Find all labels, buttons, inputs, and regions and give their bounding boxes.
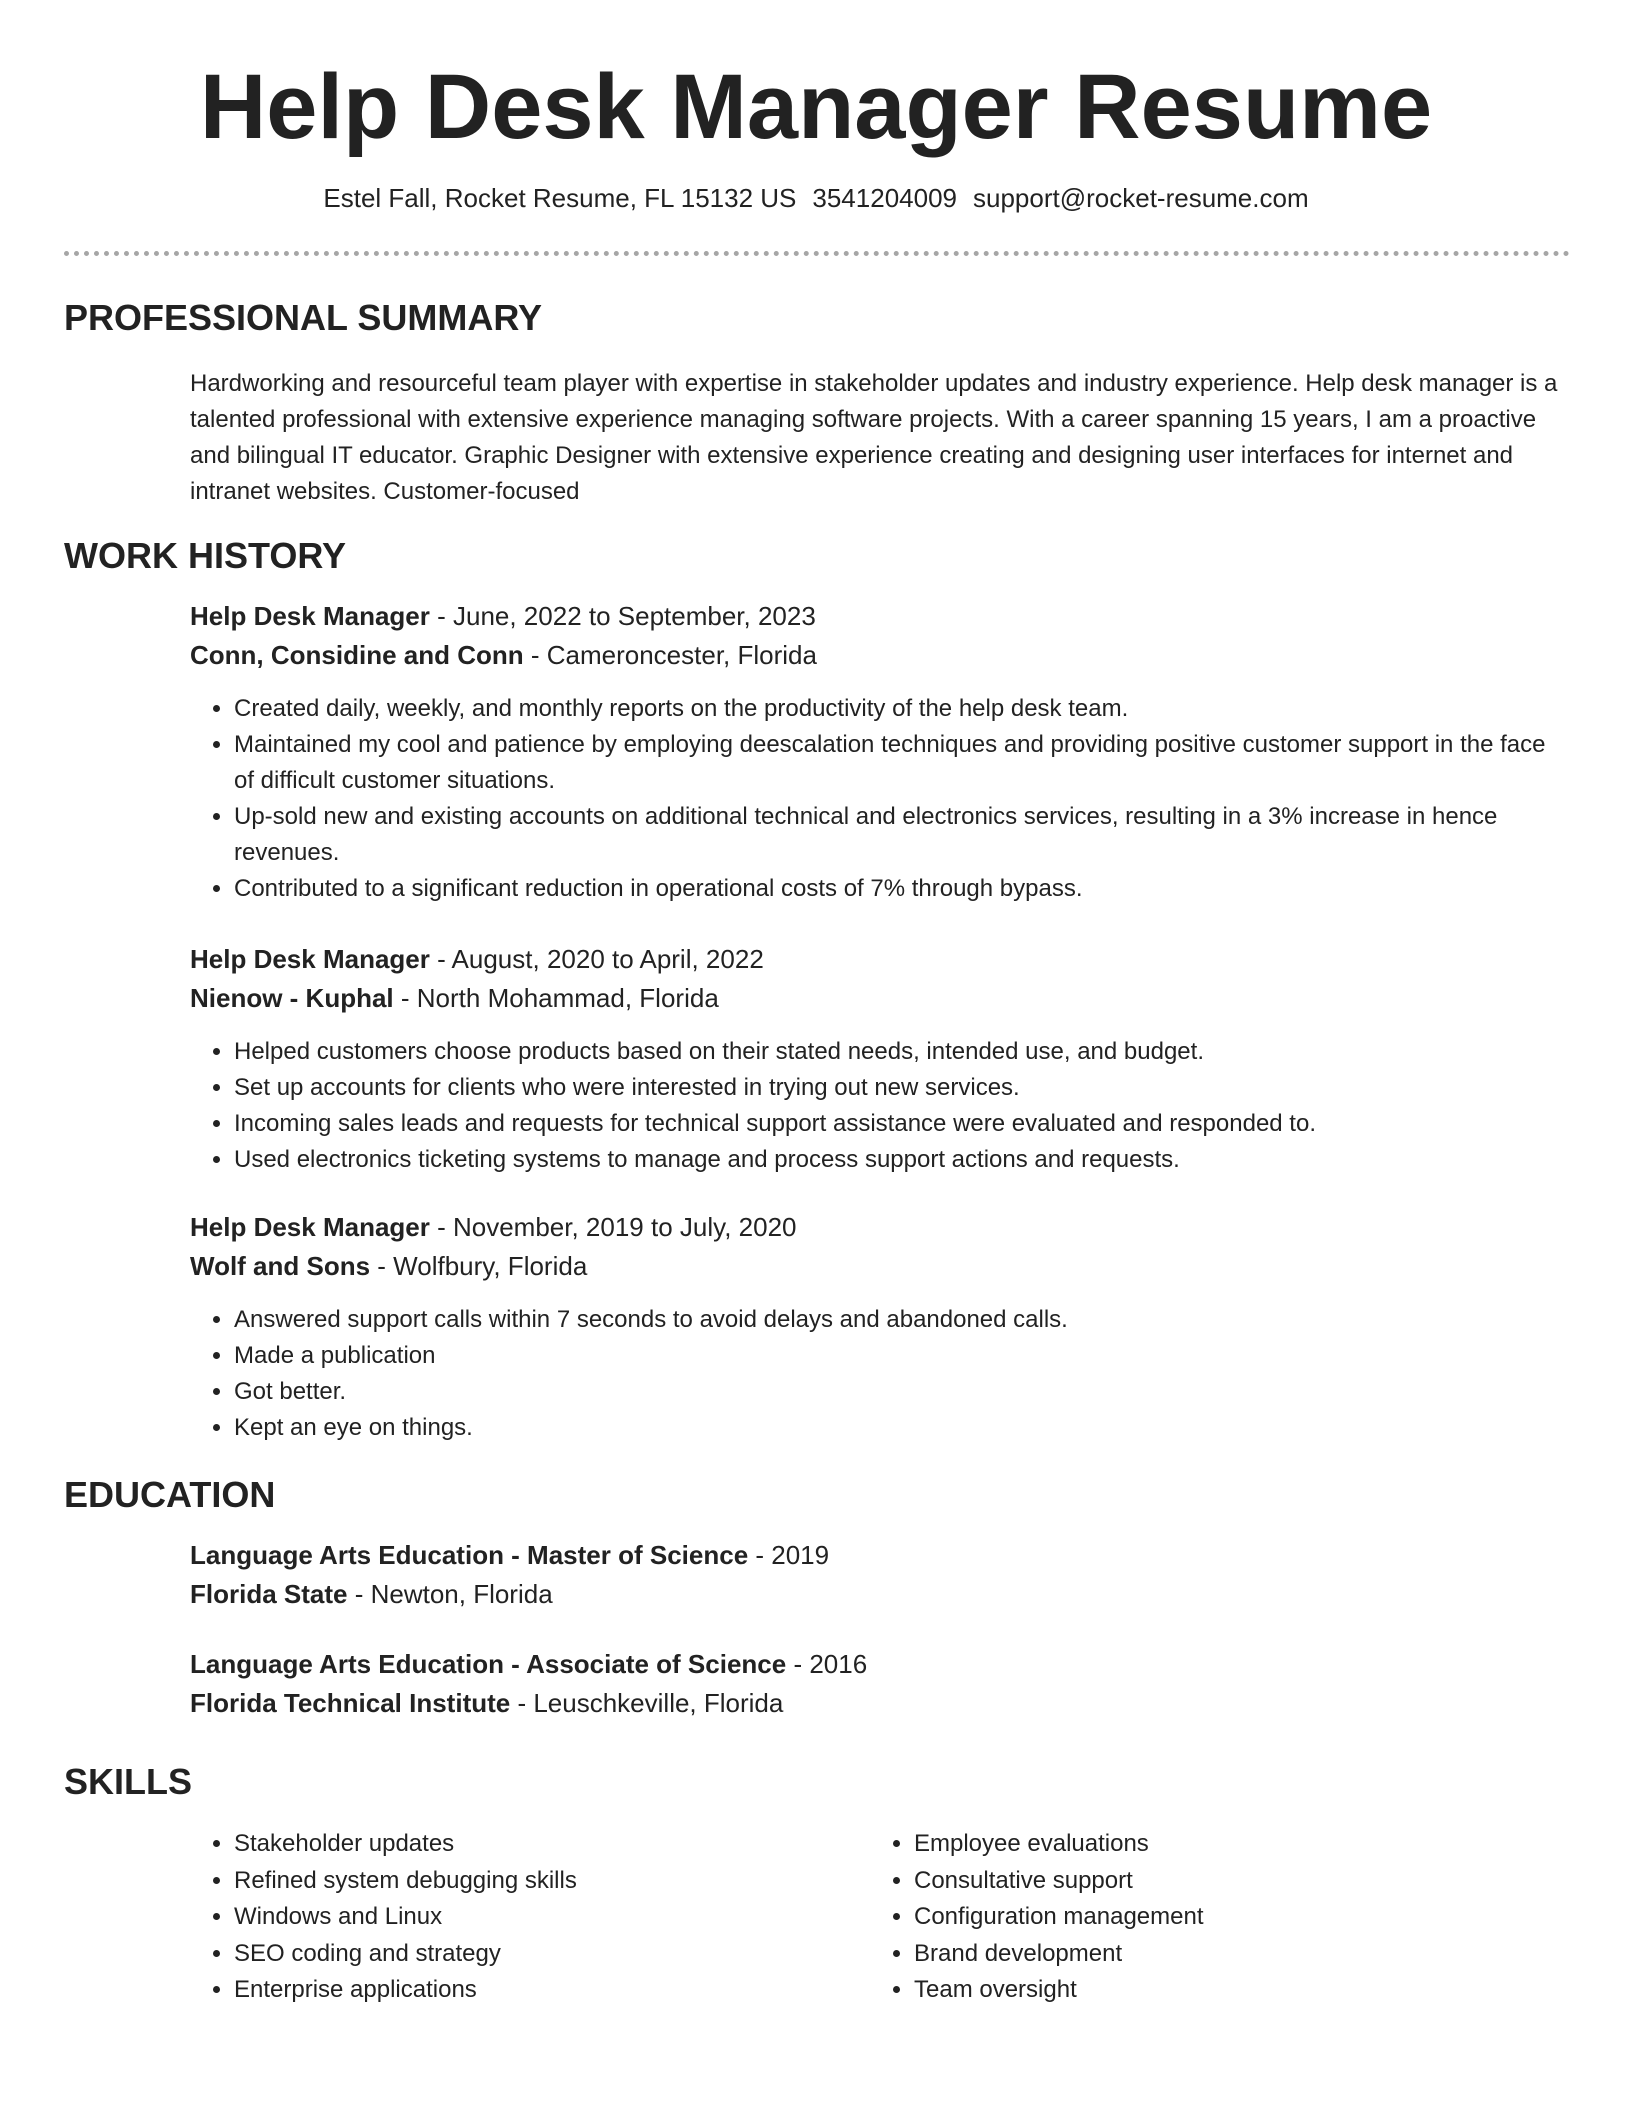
job-role: Help Desk Manager	[190, 601, 430, 631]
contact-phone: 3541204009	[812, 183, 957, 213]
job-title-line	[190, 940, 1570, 979]
education-degree-line	[190, 1645, 1570, 1684]
contact-line	[0, 180, 1632, 216]
education-degree: Language Arts Education - Master of Science	[190, 1540, 749, 1570]
skills-column-left	[190, 1826, 834, 2009]
skill-item: • Brand development	[914, 1936, 1514, 1973]
skills-column-right	[870, 1826, 1514, 2009]
job-bullet: • Incoming sales leads and requests for technical support assistance were evaluated and responded to.	[234, 1106, 1570, 1142]
education-school: Florida State	[190, 1579, 348, 1609]
skills-heading: SKILLS	[64, 1761, 193, 1802]
education-location: - Newton, Florida	[347, 1579, 553, 1609]
job-bullet: • Created daily, weekly, and monthly reports on the productivity of the help desk team.	[234, 691, 1570, 727]
job-bullet: • Got better.	[234, 1374, 1570, 1410]
education-year: - 2019	[748, 1540, 830, 1570]
job-bullet: • Answered support calls within 7 seconds to avoid delays and abandoned calls.	[234, 1302, 1570, 1338]
skill-item: • Configuration management	[914, 1899, 1514, 1936]
skill-item: • SEO coding and strategy	[234, 1936, 834, 1973]
education-entry	[190, 1645, 1570, 1723]
job-bullet: • Helped customers choose products based on their stated needs, intended use, and budget.	[234, 1034, 1570, 1070]
job-company: Conn, Considine and Conn	[190, 640, 524, 670]
education-school-line	[190, 1684, 1570, 1723]
job-entry	[190, 940, 1570, 1178]
education-heading: EDUCATION	[64, 1474, 276, 1515]
resume-title: Help Desk Manager Resume	[199, 56, 1433, 158]
summary-heading: PROFESSIONAL SUMMARY	[64, 297, 543, 338]
job-location: - Cameroncester, Florida	[523, 640, 817, 670]
job-bullet: • Maintained my cool and patience by employing deescalation techniques and providing positive customer support in the face of difficult customer situations.	[234, 727, 1570, 799]
education-degree-line	[190, 1536, 1570, 1575]
work-history-heading: WORK HISTORY	[64, 535, 347, 576]
job-bullet: • Up-sold new and existing accounts on additional technical and electronics services, resulting in a 3% increase in hence revenues.	[234, 799, 1570, 871]
job-bullet: • Made a publication	[234, 1338, 1570, 1374]
skill-item: • Consultative support	[914, 1863, 1514, 1900]
job-entry	[190, 1208, 1570, 1446]
summary-text: Hardworking and resourceful team player with expertise in stakeholder updates and industry experience. Help desk manager is a talented professional with extensive experience managing software projects. With a career spanning 15 years, I am a proactive and bilingual IT educator. Graphic Designer with extensive experience creating and designing user interfaces for internet and intranet websites. Customer-focused	[190, 370, 1558, 505]
job-company-line	[190, 1247, 1570, 1286]
job-dates: - November, 2019 to July, 2020	[429, 1212, 797, 1242]
job-company-line	[190, 979, 1570, 1018]
job-role: Help Desk Manager	[190, 944, 430, 974]
job-company-line	[190, 636, 1570, 675]
job-entry	[190, 597, 1570, 907]
job-bullets	[190, 1302, 1570, 1446]
job-dates: - August, 2020 to April, 2022	[429, 944, 764, 974]
contact-email: support@rocket-resume.com	[973, 183, 1309, 213]
job-bullet: • Used electronics ticketing systems to manage and process support actions and requests.	[234, 1142, 1570, 1178]
job-location: - Wolfbury, Florida	[370, 1251, 588, 1281]
skill-item: • Employee evaluations	[914, 1826, 1514, 1863]
job-bullet: • Set up accounts for clients who were interested in trying out new services.	[234, 1070, 1570, 1106]
skill-item: • Team oversight	[914, 1972, 1514, 2009]
skill-item: • Refined system debugging skills	[234, 1863, 834, 1900]
job-company: Nienow - Kuphal	[190, 983, 394, 1013]
education-school-line	[190, 1575, 1570, 1614]
job-bullets	[190, 691, 1570, 907]
header-divider	[64, 251, 1570, 256]
job-company: Wolf and Sons	[190, 1251, 371, 1281]
job-title-line	[190, 597, 1570, 636]
skill-item: • Windows and Linux	[234, 1899, 834, 1936]
education-year: - 2016	[786, 1649, 868, 1679]
education-entry	[190, 1536, 1570, 1614]
job-bullets	[190, 1034, 1570, 1178]
education-degree: Language Arts Education - Associate of Science	[190, 1649, 787, 1679]
skill-item: • Stakeholder updates	[234, 1826, 834, 1863]
job-bullet: • Kept an eye on things.	[234, 1410, 1570, 1446]
skill-item: • Enterprise applications	[234, 1972, 834, 2009]
job-dates: - June, 2022 to September, 2023	[429, 601, 816, 631]
job-role: Help Desk Manager	[190, 1212, 430, 1242]
job-title-line	[190, 1208, 1570, 1247]
education-school: Florida Technical Institute	[190, 1688, 511, 1718]
education-location: - Leuschkeville, Florida	[510, 1688, 784, 1718]
job-location: - North Mohammad, Florida	[393, 983, 719, 1013]
job-bullet: • Contributed to a significant reduction in operational costs of 7% through bypass.	[234, 871, 1570, 907]
contact-address: Estel Fall, Rocket Resume, FL 15132 US	[323, 183, 797, 213]
